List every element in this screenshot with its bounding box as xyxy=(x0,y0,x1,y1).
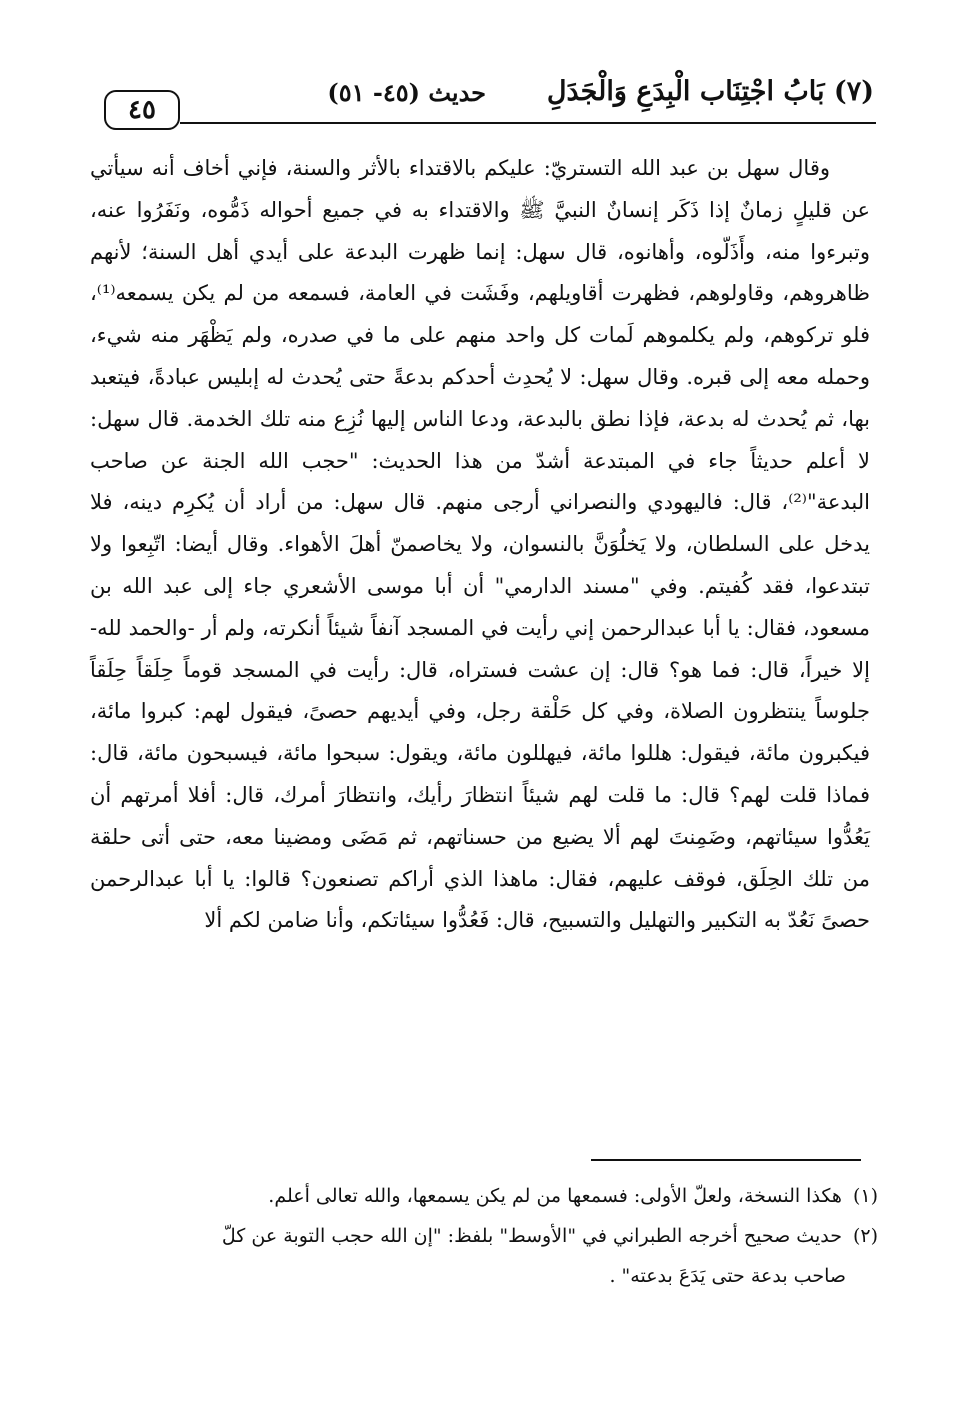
footnote-1 xyxy=(110,1176,880,1216)
footnote-separator xyxy=(591,1159,861,1161)
body-paragraph: وقال سهل بن عبد الله التستريّ: عليكم بالاقتداء بالأثر والسنة، فإني أخاف أنه سيأتي عن قليلٍ زمانٌ إذا ذَكَر إنسانٌ النبيَّ ﷺ والاقتداء به في جميع أحواله ذَمُّوه، ونَفَرُوا عنه، وتبرءوا منه، وأَذَلّوه، وأهانوه، قال سهل: إنما ظهرت البدعة على أيدي أهل السنة؛ لأنهم ظاهروهم، وقاولوهم، فظهرت أقاويلهم، وفَشَت في العامة، فسمعه من لم يكن يسمعه⁽¹⁾، فلو تركوهم، ولم يكلموهم لَمات كل واحد منهم على ما في صدره، ولم يَظْهَر منه شيء، وحمله معه إلى قبره. وقال سهل: لا يُحدِث أحدكم بدعةً حتى يُحدث له إبليس عبادةً، فيتعبد بها، ثم يُحدث له بدعة، فإذا نطق بالبدعة، ودعا الناس إليها نُزِع منه تلك الخدمة. قال سهل: لا أعلم حديثاً جاء في المبتدعة أشدّ من هذا الحديث: "حجب الله الجنة عن صاحب البدعة"⁽²⁾، قال: فاليهودي والنصراني أرجى منهم. قال سهل: من أراد أن يُكرِم دينه، فلا يدخل على السلطان، ولا يَخلُوَنَّ بالنسوان، ولا يخاصمنّ أهلَ الأهواء. وقال أيضا: اتّبِعوا ولا تبتدعوا، فقد كُفيتم. وفي "مسند الدارمي" أن أبا موسى الأشعري جاء إلى عبد الله بن مسعود، فقال: يا أبا عبدالرحمن إني رأيت في المسجد آنفاً شيئاً أنكرته، ولم أر -والحمد لله- إلا خيراً، قال: فما هو؟ قال: إن عشت فستراه، قال: رأيت في المسجد قوماً حِلَقاً حِلَقاً جلوساً ينتظرون الصلاة، وفي كل حَلْقة رجل، وفي أيديهم حصىً، فيقول لهم: كبروا مائة، فيكبرون مائة، فيقول: هللوا مائة، فيهللون مائة، ويقول: سبحوا مائة، فيسبحون مائة، قال: فماذا قلت لهم؟ قال: ما قلت لهم شيئاً انتظارَ رأيك، وانتظارَ أمرك، قال: أفلا أمرتهم أن يَعُدُّوا سيئاتهم، وضَمِنتَ لهم ألا يضيع من حسناتهم، ثم مَضَى ومضينا معه، حتى أتى حلقة من تلك الحِلَق، فوقف عليهم، فقال: ماهذا الذي أراكم تصنعون؟ قالوا: يا أبا عبدالرحمن حصىً نَعُدّ به التكبير والتهليل والتسبيح، قال: فَعُدُّوا سيئاتكم، وأنا ضامن لكم ألا xyxy=(90,156,871,933)
footnote-2-continuation: صاحب بدعة حتى يَدَعَ بدعته" . xyxy=(609,1265,846,1287)
footnote-text: حديث صحيح أخرجه الطبراني في "الأوسط" بلفظ: "إن الله حجب التوبة عن كلّ xyxy=(221,1225,842,1247)
running-head xyxy=(100,68,882,140)
footnote-text: هكذا النسخة، ولعلّ الأولى: فسمعها من لم يكن يسمعها، والله تعالى أعلم. xyxy=(268,1185,842,1207)
page-number: ٤٥ xyxy=(104,90,180,130)
footnote-marker: (١) xyxy=(852,1185,878,1207)
hadith-range: حديث (٤٥- ٥١) xyxy=(327,78,486,107)
footnote-marker: (٢) xyxy=(852,1225,878,1247)
footnotes xyxy=(110,1176,880,1296)
chapter-title: (٧) بَابُ اجْتِنَاب الْبِدَعِ وَالْجَدَلِ xyxy=(546,76,874,107)
main-text xyxy=(90,148,870,942)
footnote-2 xyxy=(110,1216,880,1256)
header-rule xyxy=(180,122,876,124)
